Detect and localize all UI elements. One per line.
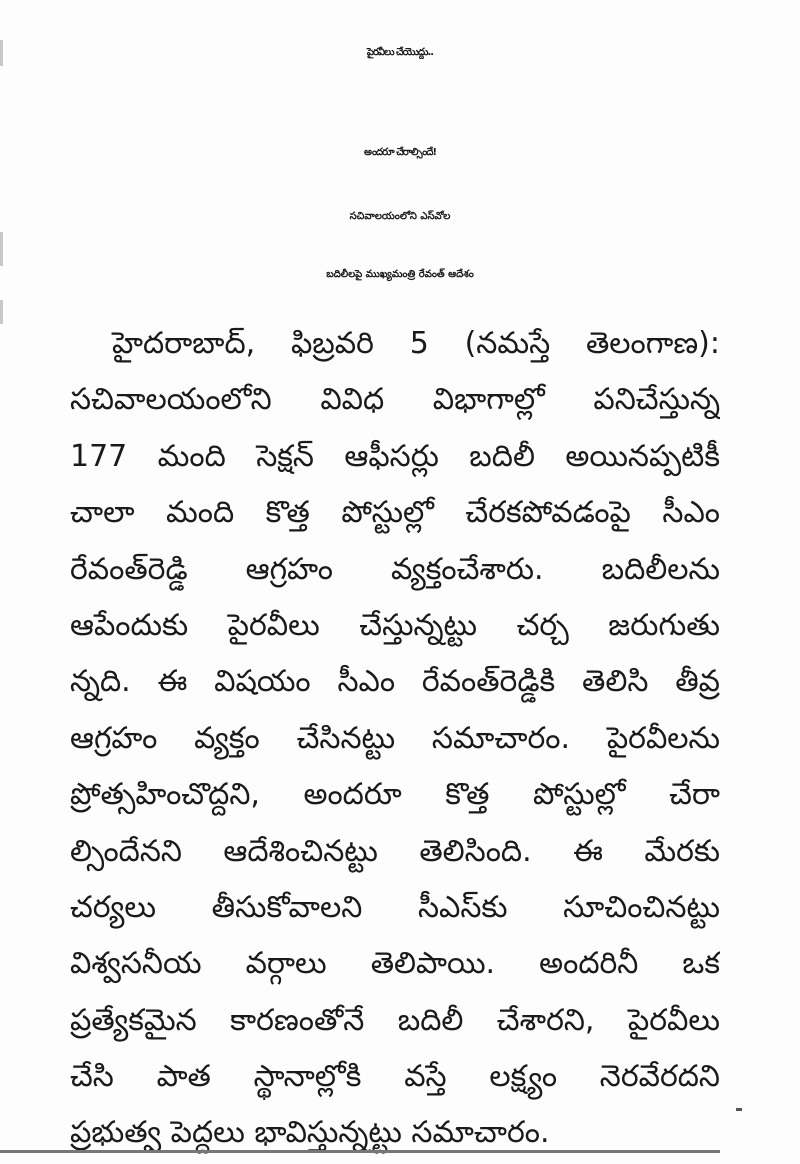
body-line: చాలా మంది కొత్త పోస్టుల్లో చేరకపోవడంపై సీఎం xyxy=(70,495,720,531)
headline-line-1: పైరవీలు చేయొద్దు.. xyxy=(366,47,434,58)
body-line: ల్సిందేనని ఆదేశించినట్టు తెలిసింది. ఈ మేరకు xyxy=(70,833,720,869)
body-line: ప్రభుత్వ పెద్దలు భావిస్తున్నట్టు సమాచారం. xyxy=(70,1115,550,1151)
body-line: ప్రత్యేకమైన కారణంతోనే బదిలీ చేశారని, పైరవీలు xyxy=(70,1002,720,1038)
body-line: రేవంత్‌రెడ్డి ఆగ్రహం వ్యక్తంచేశారు. బదిలీలను xyxy=(70,551,720,587)
body-line: 177 మంది సెక్షన్ ఆఫీసర్లు బదిలీ అయినప్పటికీ xyxy=(70,438,720,474)
body-line: ఆగ్రహం వ్యక్తం చేసినట్టు సమాచారం. పైరవీలను xyxy=(70,720,720,756)
dateline: హైదరాబాద్, ఫిబ్రవరి 5 (నమస్తే తెలంగాణ): xyxy=(112,326,720,361)
body-line: చర్యలు తీసుకోవాలని సీఎస్‌కు సూచించినట్టు xyxy=(70,889,720,925)
stray-mark xyxy=(736,1108,742,1111)
body-line: ప్రోత్సహించొద్దని, అందరూ కొత్త పోస్టుల్లో చేరా xyxy=(70,777,720,813)
bottom-rule xyxy=(0,1150,720,1153)
subheading-line-1: సచివాలయంలోని ఎస్‌వోల xyxy=(349,211,451,222)
page-edge-mark xyxy=(0,300,3,324)
body-line: చేసి పాత స్థానాల్లోకి వస్తే లక్ష్యం నెరవేరదని xyxy=(70,1059,720,1095)
subheading-line-2: బదిలీలపై ముఖ్యమంత్రి రేవంత్ ఆదేశం xyxy=(326,269,474,280)
article-body xyxy=(70,316,720,1162)
body-line: ఆపేందుకు పైరవీలు చేస్తున్నట్టు చర్చ జరుగుతు xyxy=(70,607,720,643)
body-line: న్నది. ఈ విషయం సీఎం రేవంత్‌రెడ్డికి తెలిసి తీవ్ర xyxy=(70,664,720,700)
body-line: విశ్వసనీయ వర్గాలు తెలిపాయి. అందరినీ ఒక xyxy=(70,946,720,982)
body-line: సచివాలయంలోని వివిధ విభాగాల్లో పనిచేస్తున్న xyxy=(70,382,720,418)
headline-line-2: అందరూ చేరాల్సిందే! xyxy=(363,147,437,158)
